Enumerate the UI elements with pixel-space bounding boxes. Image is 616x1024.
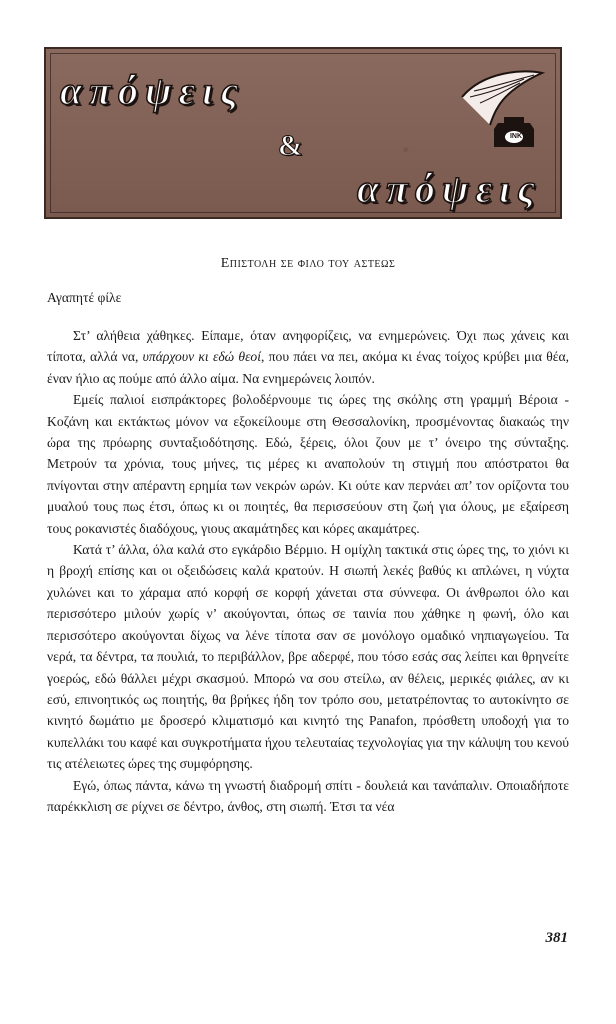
paragraph-4: Εγώ, όπως πάντα, κάνω τη γνωστή διαδρομή σπίτι - δουλειά και τανάπαλιν. Οποιαδήποτε παρέκκλιση σε ρίχνει σε δέντρο, άνθος, στη σιωπή. Έτσι τα νέα: [47, 777, 569, 814]
paragraph-1-after: , που πάει να πει, ακόμα κι ένας τοίχος κρύβει μια θέα, έναν ήλιο ας πούμε από άλλο αίμα. Να ενημερώνεις λοιπόν.: [47, 349, 569, 386]
article-title: Επιστολη σε φιλο του αστεως: [220, 256, 396, 271]
paragraph-1-before: Στ’ αλήθεια χάθηκες. Είπαμε, όταν ανηφορίζεις, να ενημερώνεις. Όχι πως χάνεις και τίποτα, αλλά να,: [47, 328, 569, 365]
letter-body: [47, 325, 569, 817]
quill-inkwell-icon: [454, 67, 546, 151]
page-number: 381: [545, 930, 568, 946]
banner-word-top: απόψεις: [60, 68, 246, 113]
ink-logo-label: INK: [509, 133, 522, 140]
paragraph-1: [47, 325, 569, 389]
paragraph-3: Κατά τ’ άλλα, όλα καλά στο εγκάρδιο Βέρμιο. Η ομίχλη τακτικά στις ώρες της, το χιόνι κι η βροχή επίσης και οι οξειδώσεις καλά κρατούν. Η σιωπή λεκές βαθύς κι απλώνει, η νύχτα χυλώνει και το χάραμα από κορφή σε κορφή χάνεται στα σύννεφα. Οι άνθρωποι όλο και περισσότερο μιλούν χωρίς ν’ ακούγονται, όπως σε ταινία που χάθηκε η φωνή, όλο και περισσότερο ακούγονται δίχως να λένε τίποτα σαν σε μονόλογο ομαδικό νηπιαγωγείου. Τα νερά, τα δέντρα, τα πουλιά, το περιβάλλον, βρε αδερφέ, που τόσο εσάς σας λείπει και θρηνείτε γοερώς, εδώ θάλλει μέχρι σκασμού. Μπορώ να σου στείλω, αν θέλεις, μερικές φιάλες, αν κι εσύ, επινοητικός ως ποιητής, θα βρήκες ήδη τον τρόπο σου, μετατρέποντας το αυτοκίνητο σε κινητό δωμάτιο με δροσερό κλιματισμό και κινητό της Panafon, πρόσθετη υποδοχή για το κυπελλάκι του καφέ και συγκροτήματα ήχου τελευταίας τεχνολογίας για την κάλυψη του κενού τις ατέλειωτες ώρες της συμφόρησης.: [47, 542, 570, 772]
banner-ampersand: &: [278, 129, 303, 162]
paragraph-2: Εμείς παλιοί εισπράκτορες βολοδέρνουμε τις ώρες της σκόλης στη γραμμή Βέροια - Κοζάνη και εκτάκτως μόνον να εξοκείλουμε στη Θεσσαλονίκη, προσμένοντας διακαώς την ώρα της πρόωρης συνταξιοδότησης. Εδώ, ξέρεις, όλοι ζουν με τ’ όνειρο της σύνταξης. Μετρούν τα χρόνια, τους μήνες, τις μέρες κι αναπολούν τη στιγμή που απόστρατοι θα πνίγονται στην απέραντη ερημία των νεκρών ωρών. Κι ούτε καν περνάει απ’ τον ορίζοντα του μυαλού τους πως έτσι, όπως κι οι ποιητές, θα περισσεύουν στη ζωή για όλους, με εξαίρεση τους ροκανιστές διαδόχους, γιους ακαμάτηδες και κόρες ακαμάτρες.: [47, 392, 569, 536]
salutation: Αγαπητέ φίλε: [47, 290, 122, 305]
header-banner: [44, 47, 562, 219]
banner-word-bottom: απόψεις: [356, 166, 542, 211]
paragraph-1-italic: υπάρχουν κι εδώ θεοί: [142, 349, 261, 365]
